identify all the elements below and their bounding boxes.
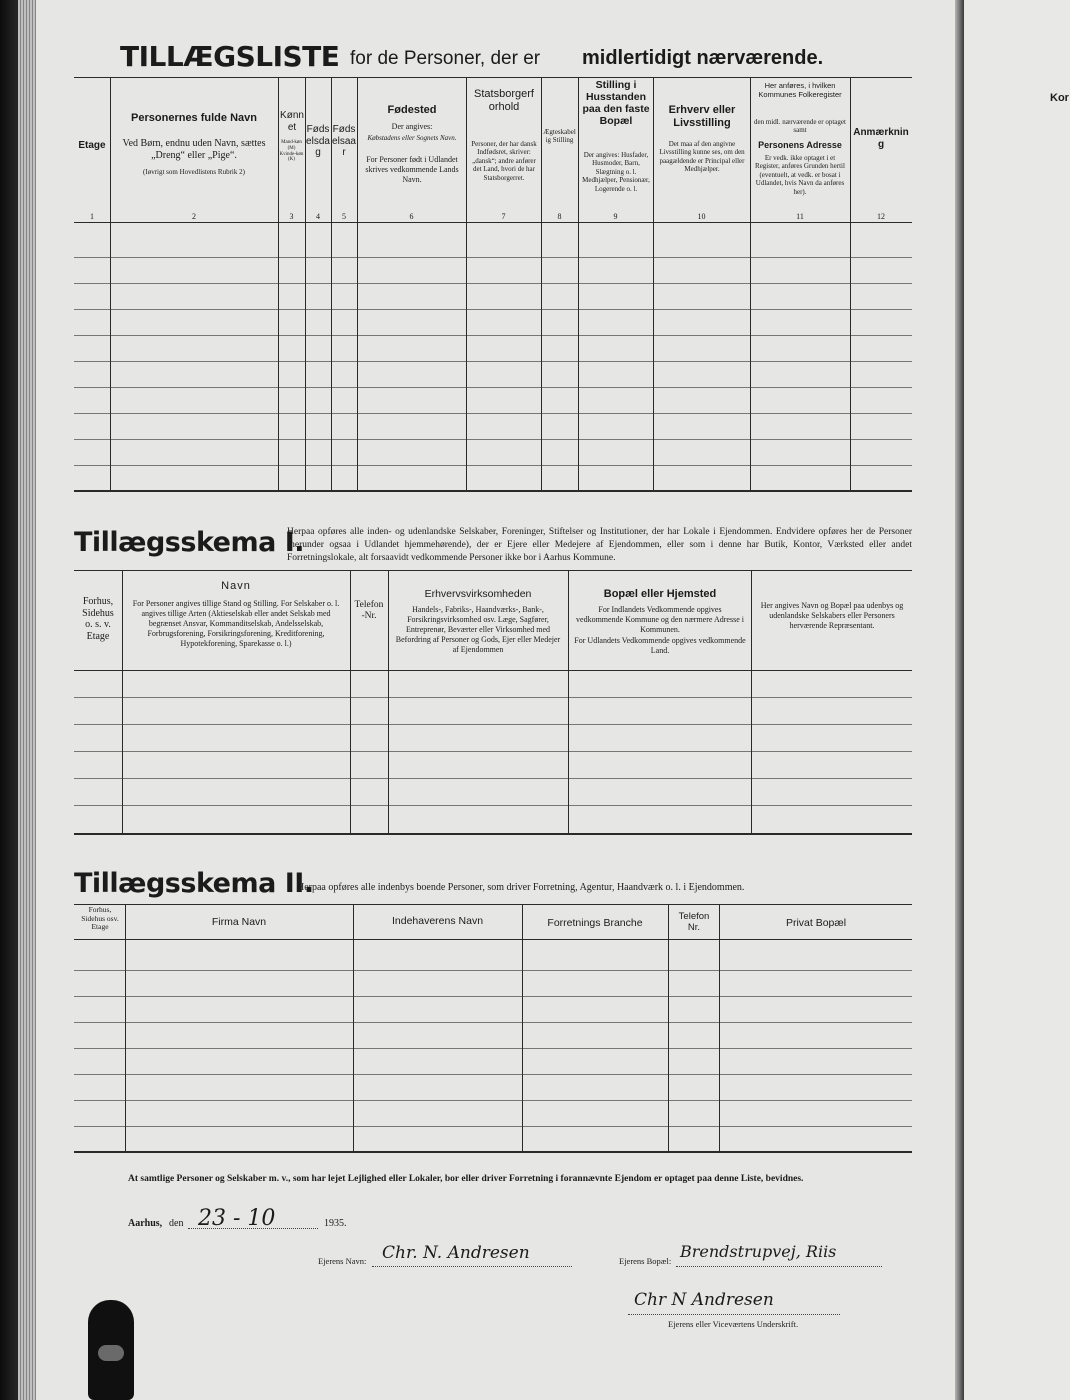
footer-signature-label: Ejerens eller Viceværtens Underskrift. <box>668 1319 799 1329</box>
list-col-divider <box>750 77 751 490</box>
footer-statement: At samtlige Personer og Selskaber m. v., som har lejet Lejlighed eller Lokaler, bor eller driver Forretning i forannævnte Ejendom er optaget paa denne Liste, bevidnes. <box>128 1174 804 1184</box>
list-col-household-note: Der angives: Husfader, Husmoder, Barn, Slægtning o. l. Medhjælper, Pensionær, Logerende o. l. <box>582 151 650 193</box>
list-col-name-note: Ved Børn, endnu uden Navn, sættes „Dreng“ eller „Pige“. <box>122 138 266 161</box>
list-title-mid: for de Personer, der er <box>350 48 541 69</box>
footer-den: den <box>169 1218 184 1229</box>
skema1-bottom-rule <box>74 833 912 835</box>
list-col-name: Personernes fulde Navn <box>131 112 257 124</box>
list-col-num: 5 <box>342 212 346 221</box>
skema1-row-rule <box>74 805 912 806</box>
list-col-gender-note: Mand-køn (M) Kvinde-køn (K) <box>279 140 304 163</box>
footer-city: Aarhus, <box>128 1218 163 1229</box>
skema2-col-firm: Firma Navn <box>211 916 267 928</box>
skema1-title: Tillægsskema I. <box>74 527 305 558</box>
list-col-birthday: Fødselsdag <box>306 124 330 158</box>
list-col-num: 10 <box>697 212 706 221</box>
list-col-num: 12 <box>877 212 885 221</box>
list-col-marital: Ægteskabelig Stilling <box>543 128 576 145</box>
list-col-birthyear: Fødselsaar <box>332 124 356 158</box>
next-page-fragment: Kor <box>1050 92 1069 104</box>
list-col-household: Stilling i Husstanden paa den faste Bopæl <box>582 79 650 128</box>
list-row-rule <box>74 309 912 310</box>
skema2-row-rule <box>74 1022 912 1023</box>
skema2-col-divider <box>353 904 354 1151</box>
skema1-row-rule <box>74 724 912 725</box>
binder-clip-hole <box>98 1345 124 1361</box>
footer-owner-name-label: Ejerens Navn: <box>318 1256 367 1266</box>
list-col-num: 3 <box>289 212 294 221</box>
list-col-num: 11 <box>796 212 804 221</box>
skema1-col-divider <box>122 570 123 833</box>
skema1-header-rule <box>74 670 912 671</box>
skema2-bottom-rule <box>74 1151 912 1153</box>
skema2-header-rule <box>74 939 912 940</box>
list-row-rule <box>74 361 912 362</box>
skema2-row-rule <box>74 1126 912 1127</box>
skema1-col-name-note: For Personer angives tillige Stand og Stilling. For Selskaber o. l. angives tillige Arten (Aktieselskab eller andet Selskab med begrænset Ansvar, Kommanditselskab, Andelsselskab, Forbrugsforening, Forsikringsforening, Kreditforening, Hypotekforening, Sparekasse o. l.) <box>132 599 340 648</box>
skema1-col-divider <box>751 570 752 833</box>
list-col-num: 7 <box>501 212 506 221</box>
list-row-rule <box>74 465 912 466</box>
list-col-divider <box>110 77 111 490</box>
skema1-row-rule <box>74 697 912 698</box>
skema2-row-rule <box>74 1100 912 1101</box>
skema2-col-divider <box>719 904 720 1151</box>
skema1-description: Herpaa opføres alle inden- og udenlandske Selskaber, Foreninger, Stiftelser og Institutioner, der har Lokale i Ejendommen. Endvidere opføres her de Personer (herunder ogsaa i Udlandet hjemmehørende), der er Ejere eller Medejere af Ejendommen, eller som i denne har Butik, Kontor, Værksted eller andet Forretningslokale, alt forsaavidt vedkommende Personer ikke bor i Aarhus Kommune. <box>287 527 912 563</box>
skema1-row-rule <box>74 778 912 779</box>
list-title: TILLÆGSLISTE <box>120 40 340 73</box>
skema2-col-divider <box>668 904 669 1151</box>
list-row-rule <box>74 413 912 414</box>
skema2-row-rule <box>74 996 912 997</box>
skema2-col-branch: Forretnings Branche <box>547 917 643 929</box>
list-col-birthplace: Fødested <box>387 104 437 116</box>
skema2-col-etage: Forhus, Sidehus osv. Etage <box>81 905 119 932</box>
skema1-col-business: Erhvervsvirksomheden <box>424 588 532 600</box>
skema1-col-etage: Forhus, Sidehus o. s. v. Etage <box>82 596 114 642</box>
skema2-top-rule <box>74 904 912 905</box>
list-col-num: 6 <box>409 212 414 221</box>
list-col-birthplace-note: Der angives: <box>391 122 433 131</box>
list-col-birthplace-note3: For Personer født i Udlandet skrives vedkommende Lands Navn. <box>365 155 459 184</box>
list-col-occupation: Erhverv eller Livsstilling <box>668 104 736 129</box>
list-col-gender: Kønnet <box>280 110 304 133</box>
footer-signature-line <box>628 1314 840 1315</box>
skema2-title: Tillægsskema II. <box>74 868 314 899</box>
list-col-address: Personens Adresse <box>758 140 842 150</box>
list-title-bold: midlertidigt nærværende. <box>582 47 824 69</box>
footer-owner-address-label: Ejerens Bopæl: <box>619 1256 672 1266</box>
list-col-address-note3: Er vedk. ikke optaget i et Register, anføres Grunden hertil (eventuelt, at vedk. er bosat i Udlandet, hvis Navn da anføres her). <box>755 154 845 196</box>
list-row-rule <box>74 283 912 284</box>
skema2-description: Herpaa opføres alle indenbys boende Personer, som driver Forretning, Agentur, Haandværk o. l. i Ejendommen. <box>297 882 745 893</box>
footer-year: 1935. <box>324 1218 347 1229</box>
skema1-col-divider <box>350 570 351 833</box>
list-col-divider <box>466 77 467 490</box>
footer-owner-address-line <box>676 1266 882 1267</box>
footer-owner-name: Chr. N. Andresen <box>382 1243 530 1263</box>
list-bottom-rule <box>74 490 912 492</box>
skema1-col-residence-note: For Indlandets Vedkommende opgives vedkommende Kommune og den nærmere Adresse i Kommunen. <box>576 605 744 634</box>
list-col-citizenship: Statsborgerforhold <box>474 88 534 113</box>
list-row-rule <box>74 439 912 440</box>
skema2-col-divider <box>125 904 126 1151</box>
list-col-address-note2: den midl. nærværende er optaget samt <box>754 118 846 135</box>
page-edges <box>18 0 38 1400</box>
skema1-col-phone: Telefon-Nr. <box>354 600 384 621</box>
list-col-divider <box>653 77 654 490</box>
skema1-col-name: Navn <box>221 580 251 592</box>
skema2-col-owner: Indehaverens Navn <box>391 915 484 927</box>
footer-signature: Chr N Andresen <box>634 1290 774 1310</box>
skema1-col-divider <box>568 570 569 833</box>
list-col-divider <box>850 77 851 490</box>
list-col-num: 9 <box>613 212 618 221</box>
footer-owner-name-line <box>372 1266 572 1267</box>
list-col-etage: Etage <box>78 140 106 151</box>
list-col-remark: Anmærkning <box>853 127 909 150</box>
skema1-col-residence-note2: For Udlandets Vedkommende opgives vedkommende Land. <box>574 636 746 655</box>
list-col-num: 8 <box>557 212 562 221</box>
list-col-divider <box>357 77 358 490</box>
list-header-rule <box>74 222 912 223</box>
skema2-col-divider <box>522 904 523 1151</box>
list-top-rule <box>74 77 912 78</box>
list-col-occupation-note: Det maa af den angivne Livsstilling kunne ses, om den paagældende er Principal eller Medhjælper. <box>659 140 745 174</box>
list-col-citizenship-note: Personer, der har dansk Indfødsret, skriver: „dansk“; andre anfører det Land, hvori de har Statsborgerret. <box>471 140 537 182</box>
skema2-col-private-address: Privat Bopæl <box>785 917 847 929</box>
list-row-rule <box>74 257 912 258</box>
skema1-col-residence: Bopæl eller Hjemsted <box>603 588 717 600</box>
skema1-col-representative-note: Her angives Navn og Bopæl paa udenbys og udenlandske Selskabers eller Personers herværende Repræsentant. <box>760 601 904 630</box>
skema1-top-rule <box>74 570 912 571</box>
list-col-address-note: Her anføres, i hvilken Kommunes Folkeregister <box>758 81 842 99</box>
next-page <box>964 0 1070 1400</box>
skema2-row-rule <box>74 1074 912 1075</box>
list-col-num: 2 <box>192 212 196 221</box>
skema1-col-divider <box>388 570 389 833</box>
list-col-divider <box>278 77 279 490</box>
list-col-num: 1 <box>90 212 94 221</box>
skema2-col-phone: Telefon Nr. <box>678 911 710 933</box>
list-col-birthplace-note2: Købstadens eller Sognets Navn. <box>367 134 457 142</box>
list-col-divider <box>541 77 542 490</box>
form-page <box>36 0 962 1400</box>
skema2-row-rule <box>74 1048 912 1049</box>
list-col-name-note2: (Iøvrigt som Hovedlistens Rubrik 2) <box>143 168 245 176</box>
footer-owner-address: Brendstrupvej, Riis <box>680 1242 837 1261</box>
skema1-col-business-note: Handels-, Fabriks-, Haandværks-, Bank-, Forsikringsvirksomhed osv. Læge, Sagfører, Entreprenør, Beværter eller Virksomhed med Befordring af Personer og Gods, Ejer eller Medejer af Ejendommen <box>395 605 561 654</box>
list-row-rule <box>74 335 912 336</box>
list-col-num: 4 <box>316 212 320 221</box>
list-row-rule <box>74 387 912 388</box>
skema2-row-rule <box>74 970 912 971</box>
skema1-row-rule <box>74 751 912 752</box>
list-col-divider <box>578 77 579 490</box>
footer-date-handwritten: 23 - 10 <box>198 1206 276 1231</box>
